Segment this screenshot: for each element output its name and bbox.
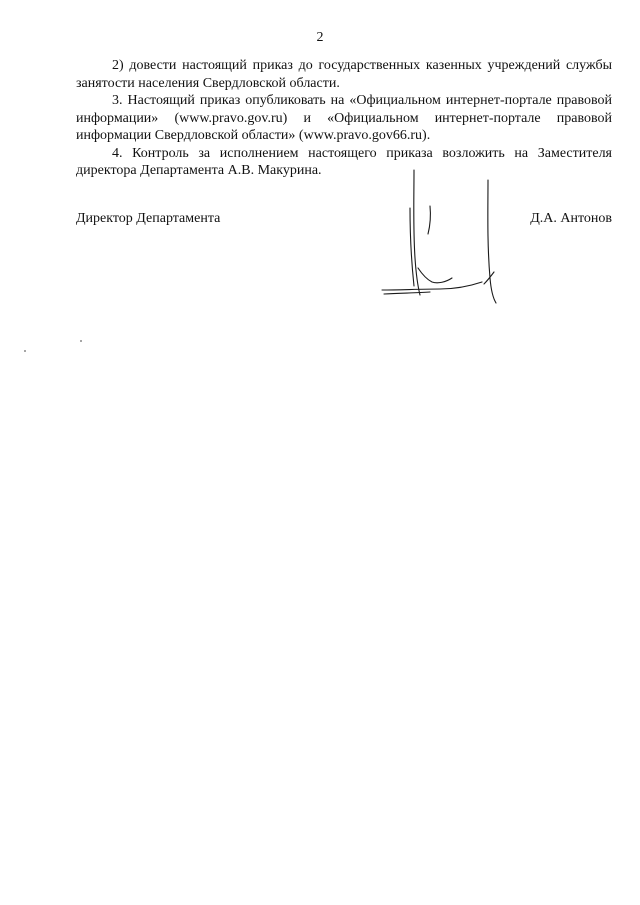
signer-title: Директор Департамента (76, 211, 221, 226)
signer-name: Д.А. Антонов (530, 211, 612, 226)
paragraph-item-3: 3. Настоящий приказ опубликовать на «Официальном интернет-портале правовой информации» (www.pravo.gov.ru) и «Официальном интернет-портале правовой информации Свердловской области» (www.pravo.gov66.ru). (76, 93, 612, 143)
paragraph-item-2: 2) довести настоящий приказ до государственных казенных учреждений службы занятости населения Свердловской области. (76, 58, 612, 91)
paragraph-item-4: 4. Контроль за исполнением настоящего приказа возложить на Заместителя директора Департамента А.В. Макурина. (76, 145, 612, 178)
page-number: 2 (316, 30, 324, 45)
scan-speck (24, 350, 26, 352)
scan-speck (80, 340, 82, 342)
handwritten-signature (370, 168, 510, 308)
document-body (76, 57, 612, 180)
